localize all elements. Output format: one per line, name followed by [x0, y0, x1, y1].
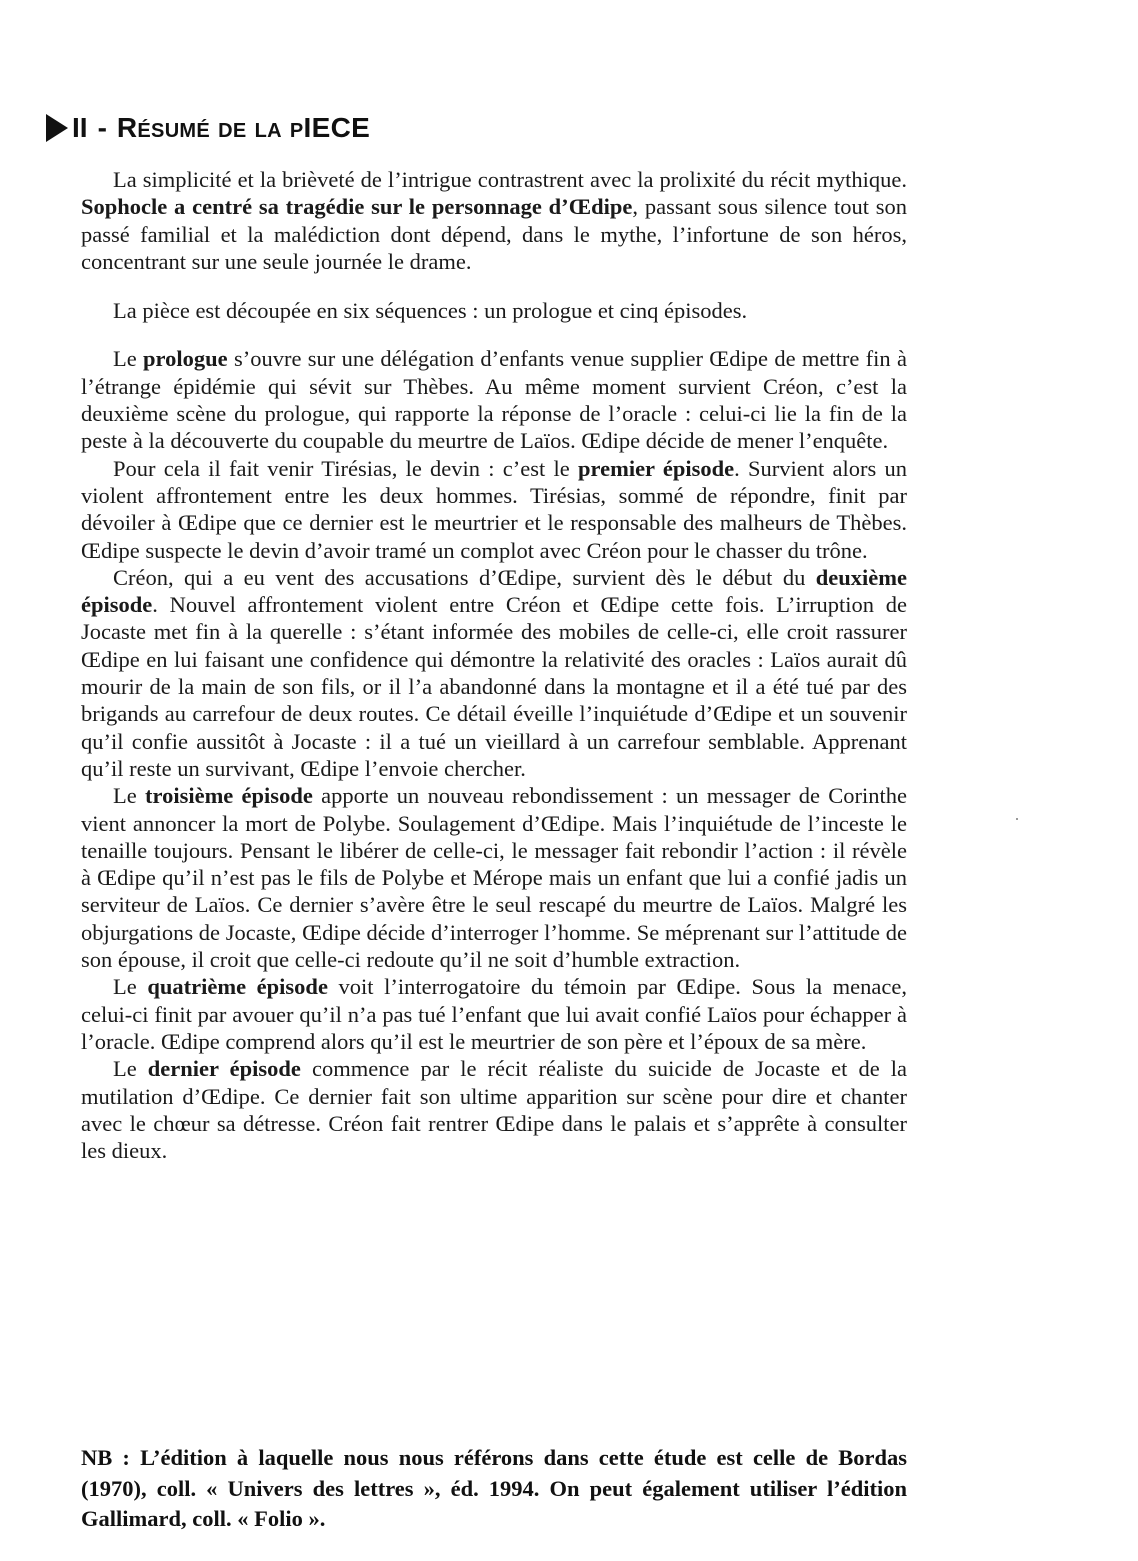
- summary-text: [81, 166, 907, 1164]
- paragraph-episode-5: [81, 1055, 907, 1164]
- text-run: s’ouvre sur une délégation d’enfants venue supplier Œdipe de mettre fin à l’étrange épidémie qui sévit sur Thèbes. Au même moment survient Créon, c’est la deuxième scène du prologue, qui rapporte la réponse de l’oracle : celui-ci lie la fin de la peste à la découverte du coupable du meurtre de Laïos. Œdipe décide de mener l’enquête.: [81, 346, 907, 454]
- paragraph-structure: La pièce est découpée en six séquences : un prologue et cinq épisodes.: [113, 298, 748, 324]
- text-run: , passant sous silence tout son passé familial et la malédiction dont dépend, dans le mythe, l’infortune de son héros, concentrant sur une seule journée le drame.: [81, 194, 907, 274]
- text-run: voit l’interrogatoire du témoin par Œdipe. Sous la menace, celui-ci finit par avouer qu’il n’a pas tué l’enfant que lui avait confié Laïos pour échapper à l’oracle. Œdipe comprend alors qu’il est le meurtrier de son père et l’époux de sa mère.: [81, 974, 908, 1054]
- text-run: apporte un nouveau rebondissement : un messager de Corinthe vient annoncer la mort de Polybe. Soulagement d’Œdipe. Mais l’inquiétude de l’inceste le tenaille toujours. Pensant le libérer de celle-ci, le messager fait rebondir l’action : il révèle à Œdipe qu’il n’est pas le fils de Polybe et Mérope mais un enfant que lui a confié jadis un serviteur de Laïos. Ce dernier s’avère être le seul rescapé du meurtre de Laïos. Malgré les objurgations de Jocaste, Œdipe décide d’interroger l’homme. Se méprenant sur l’attitude de son épouse, il croit que celle-ci redoute qu’il ne soit d’humble extraction.: [81, 783, 908, 973]
- bold-run: deuxième épisode: [81, 564, 907, 618]
- bold-run: premier épisode: [578, 455, 735, 481]
- scan-mark: [1016, 818, 1018, 820]
- bold-run: dernier épisode: [147, 1056, 301, 1082]
- text-run: . Nouvel affrontement violent entre Créon et Œdipe cette fois. L’irruption de Jocaste met fin à la querelle : s’étant informée des mobiles de celle-ci, elle croit rassurer Œdipe en lui faisant une confidence qui démontre la relativité des oracles : Laïos aurait dû mourir de la main de son fils, or il l’a abandonné dans la montagne et il a été tué par des brigands au carrefour de deux routes. Ce détail éveille l’inquiétude d’Œdipe et un souvenir qu’il confie aussitôt à Jocaste : il a tué un vieillard à un carrefour semblable. Apprenant qu’il reste un survivant, Œdipe l’envoie chercher.: [81, 592, 907, 781]
- section-title: Résumé de la pIECE: [116, 112, 371, 143]
- heading-separator: -: [97, 112, 107, 143]
- text-run: Le: [113, 1056, 148, 1082]
- play-triangle-icon: [46, 114, 68, 142]
- text-run: La simplicité et la brièveté de l’intrigue contrastrent avec la prolixité du récit mythique.: [113, 167, 907, 192]
- text-run: Le: [113, 974, 148, 1000]
- bold-run: quatrième épisode: [147, 974, 328, 1000]
- paragraph-episode-2: [81, 564, 907, 782]
- section-heading: [46, 108, 370, 148]
- paragraph-episode-3: [81, 782, 907, 973]
- text-run: Créon, qui a eu vent des accusations d’Œdipe, survient dès le début du: [113, 564, 816, 590]
- bold-run: troisième épisode: [145, 783, 313, 809]
- bold-run: Sophocle a centré sa tragédie sur le personnage d’Œdipe: [81, 194, 633, 220]
- text-run: . Survient alors un violent affrontement entre les deux hommes. Tirésias, sommé de répondre, finit par dévoiler à Œdipe que ce dernier est le meurtrier et le responsable des malheurs de Thèbes. Œdipe suspecte le devin d’avoir tramé un complot avec Créon pour le chasser du trône.: [81, 455, 908, 563]
- paragraph-intro: [81, 166, 907, 275]
- text-run: Pour cela il fait venir Tirésias, le devin : c’est le: [113, 455, 578, 481]
- paragraph-prologue: [81, 345, 907, 454]
- bold-run: prologue: [143, 346, 228, 372]
- paragraph-episode-1: [81, 455, 907, 564]
- text-run: Le: [113, 346, 144, 372]
- edition-note: NB : L’édition à laquelle nous nous référons dans cette étude est celle de Bordas (1970), coll. « Univers des lettres », éd. 1994. On peut également utiliser l’édition Gallimard, coll. « Folio ».: [81, 1445, 907, 1531]
- text-run: Le: [113, 783, 145, 809]
- section-number: II: [72, 112, 88, 143]
- text-run: commence par le récit réaliste du suicide de Jocaste et de la mutilation d’Œdipe. Ce dernier fait son ultime apparition sur scène pour dire et chanter avec le chœur sa détresse. Créon fait rentrer Œdipe dans le palais et s’apprête à consulter les dieux.: [81, 1056, 907, 1164]
- paragraph-episode-4: [81, 973, 907, 1055]
